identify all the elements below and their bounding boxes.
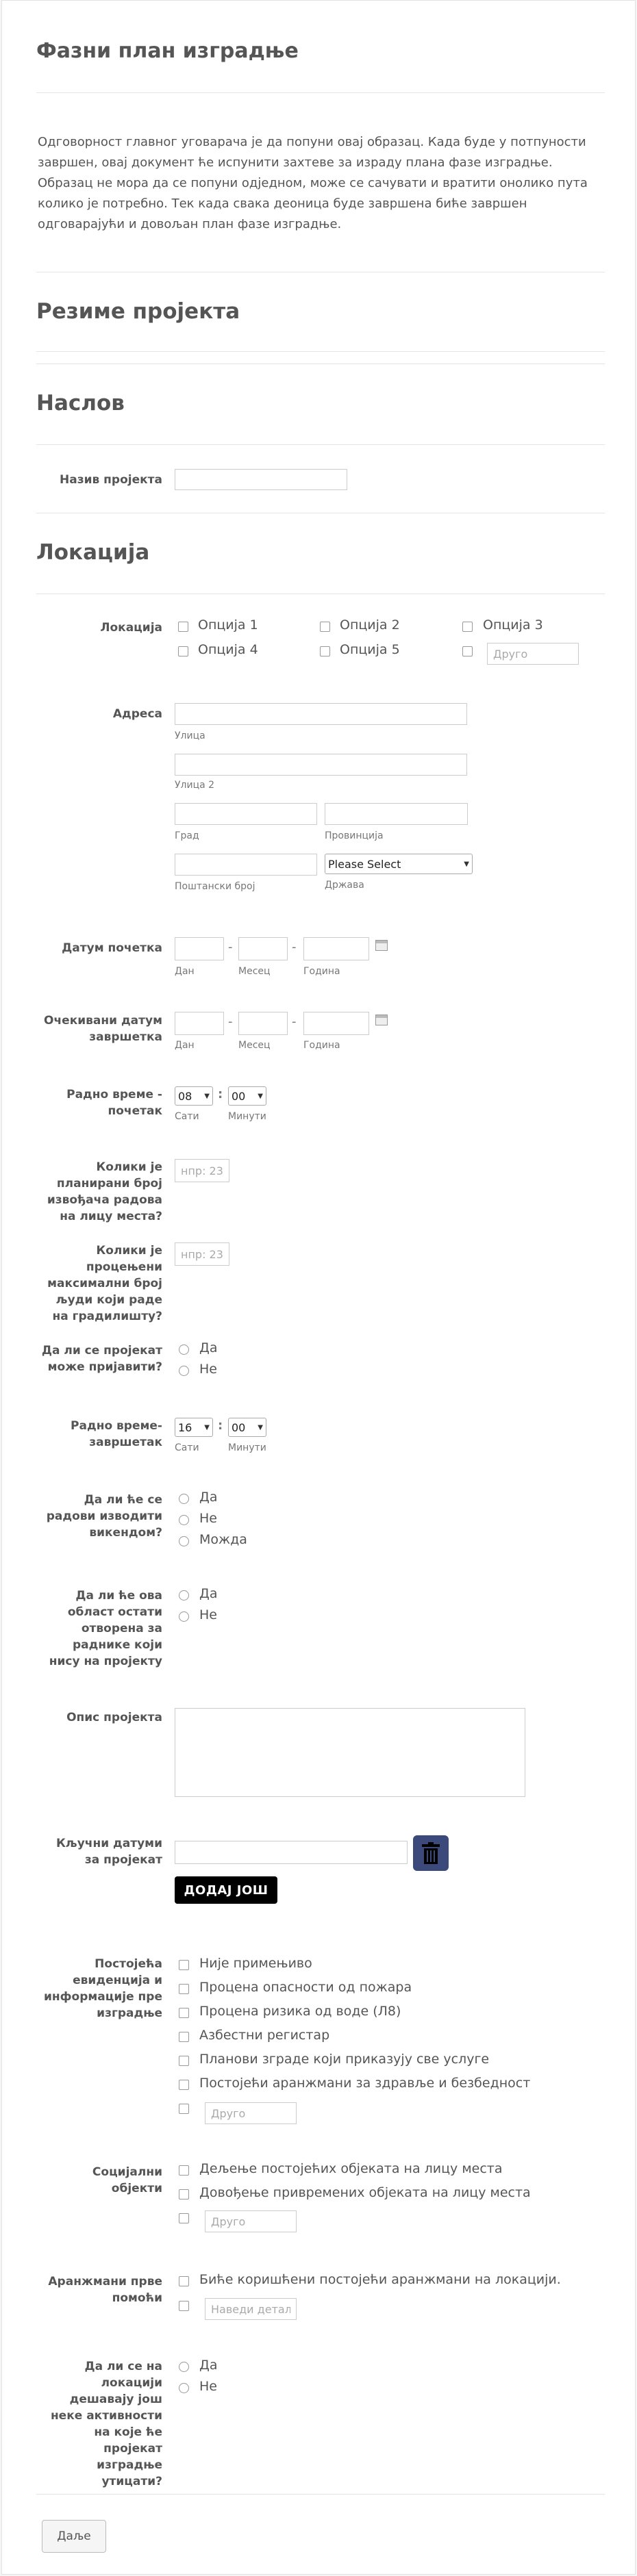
reportable-label: Да ли се пројекат може пријавити? — [41, 1344, 162, 1374]
postal-code-input[interactable] — [175, 854, 317, 876]
reportable-yes-label: Да — [199, 1340, 218, 1355]
work-start-label: Радно време - почетак — [66, 1088, 162, 1118]
start-day-sublabel: Дан — [175, 966, 195, 977]
street-input[interactable] — [175, 703, 467, 725]
work-end-minute-value: 00 — [232, 1420, 246, 1434]
reportable-no-label: Не — [199, 1362, 217, 1377]
chevron-down-icon: ▼ — [204, 1092, 210, 1100]
section-location-heading: Локација — [36, 540, 150, 565]
start-date-label: Датум почетка — [62, 941, 162, 955]
form-container — [1, 0, 636, 2575]
location-other-input[interactable] — [487, 643, 579, 665]
end-month-input[interactable] — [238, 1012, 288, 1035]
contractors-count-input[interactable] — [175, 1159, 229, 1182]
social-other-input[interactable] — [205, 2210, 297, 2232]
first-aid-other-checkbox[interactable] — [179, 2301, 189, 2311]
location-option-5-checkbox[interactable] — [320, 646, 330, 656]
start-day-input[interactable] — [175, 937, 224, 960]
weekend-no-radio[interactable] — [179, 1515, 189, 1525]
end-month-sublabel: Месец — [238, 1040, 271, 1051]
chevron-down-icon: ▼ — [258, 1092, 263, 1100]
existing-records-option-2-checkbox[interactable] — [179, 1984, 189, 1994]
section-title-heading: Наслов — [36, 391, 125, 416]
social-other-checkbox[interactable] — [179, 2213, 189, 2223]
work-start-hour-select[interactable] — [175, 1086, 213, 1106]
street-sublabel: Улица — [175, 730, 205, 741]
weekend-maybe-label: Можда — [199, 1532, 247, 1547]
location-option-1-label: Опција 1 — [198, 617, 258, 633]
address-label: Адреса — [112, 707, 162, 721]
first-aid-option-1-label: Биће коришћени постојећи аранжмани на локацији. — [199, 2272, 561, 2287]
other-activities-yes-label: Да — [199, 2358, 218, 2373]
open-area-no-label: Не — [199, 1607, 217, 1622]
social-option-2-label: Довођење привремених објеката на лицу места — [199, 2185, 531, 2200]
open-area-yes-radio[interactable] — [179, 1590, 189, 1601]
location-label: Локација — [100, 621, 162, 635]
key-date-input[interactable] — [175, 1841, 408, 1864]
work-end-label: Радно време- завршетак — [71, 1419, 162, 1449]
section-summary-heading: Резиме пројекта — [36, 299, 240, 324]
max-people-label: Колики је процењени максимални број људи који раде на градилишту? — [47, 1244, 162, 1323]
work-start-hour-value: 08 — [178, 1089, 192, 1103]
description-label: Опис пројекта — [66, 1711, 162, 1724]
location-other-checkbox[interactable] — [462, 646, 473, 656]
time-separator: : — [218, 1418, 223, 1433]
page-title: Фазни план изградње — [36, 39, 299, 63]
existing-records-option-1-label: Није примењиво — [199, 1956, 312, 1971]
max-people-input[interactable] — [175, 1242, 229, 1266]
open-area-label: Да ли ће ова област остати отворена за раднике који нису на пројекту — [49, 1589, 162, 1668]
work-end-hour-sublabel: Сати — [175, 1442, 199, 1453]
calendar-icon[interactable] — [375, 940, 388, 951]
end-year-input[interactable] — [303, 1012, 369, 1035]
country-select-value: Please Select — [328, 857, 401, 871]
existing-records-option-6-label: Постојећи аранжмани за здравље и безбедност — [199, 2076, 531, 2091]
weekend-yes-radio[interactable] — [179, 1494, 189, 1504]
start-month-sublabel: Месец — [238, 966, 271, 977]
project-name-input[interactable] — [175, 469, 347, 490]
other-activities-no-radio[interactable] — [179, 2383, 189, 2393]
next-button[interactable]: Даље — [42, 2520, 106, 2553]
chevron-down-icon: ▼ — [204, 1423, 210, 1431]
first-aid-option-1-checkbox[interactable] — [179, 2276, 189, 2286]
description-textarea[interactable] — [175, 1708, 525, 1797]
street2-input[interactable] — [175, 754, 467, 776]
country-select[interactable] — [325, 854, 473, 874]
date-separator: - — [228, 1015, 233, 1029]
reportable-yes-radio[interactable] — [179, 1344, 189, 1355]
end-year-sublabel: Година — [303, 1040, 340, 1051]
province-sublabel: Провинција — [325, 830, 384, 841]
contractors-count-label: Колики је планирани број извођача радова на лицу места? — [47, 1160, 162, 1223]
location-option-2-checkbox[interactable] — [320, 622, 330, 632]
existing-records-option-4-checkbox[interactable] — [179, 2032, 189, 2042]
calendar-icon[interactable] — [375, 1015, 388, 1025]
location-option-5-label: Опција 5 — [340, 642, 400, 657]
work-end-minute-select[interactable] — [228, 1418, 266, 1437]
start-year-input[interactable] — [303, 937, 369, 960]
intro-text: Одговорност главног уговарача је да попуни овај образац. Када буде у потпуности завршен, овај документ ће испунити захтеве за израду плана фазе изградње. Образац не мора да се попуни одједном, може се сачувати и вратити онолико пута колико је потребно. Тек када свака деоница буде завршена биће завршен одговарајући и довољан план фазе изградње. — [38, 135, 588, 231]
divider — [36, 2494, 605, 2495]
street2-sublabel: Улица 2 — [175, 780, 215, 791]
existing-records-option-5-checkbox[interactable] — [179, 2056, 189, 2066]
divider — [36, 444, 605, 445]
social-option-1-label: Дељење постојећих објеката на лицу места — [199, 2161, 503, 2176]
first-aid-label: Аранжмани прве помоћи — [48, 2275, 162, 2305]
other-activities-yes-radio[interactable] — [179, 2362, 189, 2372]
work-end-minute-sublabel: Минути — [228, 1442, 266, 1453]
work-start-minute-value: 00 — [232, 1089, 246, 1103]
location-option-3-label: Опција 3 — [483, 617, 543, 633]
chevron-down-icon: ▼ — [464, 860, 469, 868]
project-name-label: Назив пројекта — [60, 473, 162, 487]
key-dates-label: Кључни датуми за пројекат — [55, 1837, 162, 1867]
other-activities-no-label: Не — [199, 2379, 217, 2394]
other-activities-label: Да ли се на локацији дешавају још неке активности на које ће пројекат изградње утицати? — [50, 2360, 162, 2488]
existing-records-option-6-checkbox[interactable] — [179, 2080, 189, 2090]
date-separator: - — [228, 940, 233, 954]
province-input[interactable] — [325, 803, 468, 825]
work-end-hour-value: 16 — [178, 1420, 192, 1434]
existing-records-option-1-checkbox[interactable] — [179, 1960, 189, 1970]
work-start-minute-sublabel: Минути — [228, 1111, 266, 1122]
location-option-4-label: Опција 4 — [198, 642, 258, 657]
social-option-1-checkbox[interactable] — [179, 2165, 189, 2176]
add-more-button[interactable]: ДОДАЈ ЈОШ — [175, 1876, 277, 1904]
start-year-sublabel: Година — [303, 966, 340, 977]
start-month-input[interactable] — [238, 937, 288, 960]
end-day-input[interactable] — [175, 1012, 224, 1035]
existing-records-other-input[interactable] — [205, 2102, 297, 2124]
open-area-no-radio[interactable] — [179, 1611, 189, 1622]
country-sublabel: Држава — [325, 880, 364, 891]
social-facilities-label: Социјални објекти — [92, 2165, 162, 2195]
end-day-sublabel: Дан — [175, 1040, 195, 1051]
reportable-no-radio[interactable] — [179, 1366, 189, 1376]
date-separator: - — [292, 940, 297, 954]
open-area-yes-label: Да — [199, 1586, 218, 1601]
location-option-1-checkbox[interactable] — [178, 622, 188, 632]
weekend-no-label: Не — [199, 1511, 217, 1526]
weekend-yes-label: Да — [199, 1490, 218, 1505]
divider — [36, 92, 605, 93]
postal-code-sublabel: Поштански број — [175, 881, 255, 892]
time-separator: : — [218, 1087, 223, 1101]
work-start-hour-sublabel: Сати — [175, 1111, 199, 1122]
work-start-minute-select[interactable] — [228, 1086, 266, 1106]
work-end-hour-select[interactable] — [175, 1418, 213, 1437]
date-separator: - — [292, 1015, 297, 1029]
delete-row-button[interactable] — [413, 1835, 449, 1871]
city-sublabel: Град — [175, 830, 199, 841]
location-option-2-label: Опција 2 — [340, 617, 400, 633]
weekend-label: Да ли ће се радови изводити викендом? — [46, 1493, 162, 1540]
existing-records-option-4-label: Азбестни регистар — [199, 2028, 330, 2043]
trash-icon — [421, 1841, 441, 1865]
existing-records-option-3-checkbox[interactable] — [179, 2008, 189, 2018]
divider — [36, 351, 605, 352]
location-option-3-checkbox[interactable] — [462, 622, 473, 632]
existing-records-option-3-label: Процена ризика од воде (Л8) — [199, 2004, 401, 2019]
end-date-label: Очекивани датум завршетка — [44, 1014, 162, 1044]
existing-records-label: Постојећа евиденција и информације пре изградње — [44, 1957, 162, 2020]
existing-records-option-5-label: Планови зграде који приказују све услуге — [199, 2052, 490, 2067]
social-option-2-checkbox[interactable] — [179, 2189, 189, 2199]
existing-records-option-2-label: Процена опасности од пожара — [199, 1980, 412, 1995]
first-aid-other-input[interactable] — [205, 2298, 297, 2320]
existing-records-other-checkbox[interactable] — [179, 2104, 189, 2114]
location-option-4-checkbox[interactable] — [178, 646, 188, 656]
city-input[interactable] — [175, 803, 317, 825]
chevron-down-icon: ▼ — [258, 1423, 263, 1431]
weekend-maybe-radio[interactable] — [179, 1536, 189, 1546]
